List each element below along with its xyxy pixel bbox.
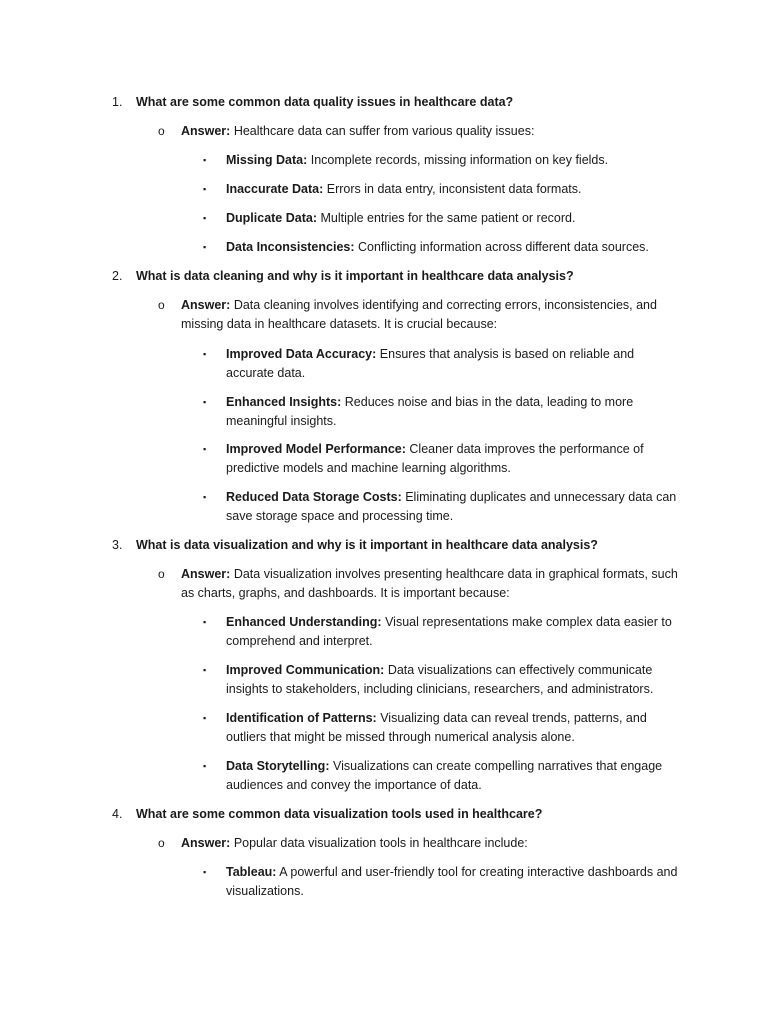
item-label: Enhanced Understanding: [226,615,382,629]
answer-body: Healthcare data can suffer from various quality issues: [233,124,535,138]
item-label: Duplicate Data: [226,211,317,225]
square-bullet-icon: ▪ [203,867,207,877]
question-text: What is data visualization and why is it important in healthcare data analysis? [136,538,598,552]
item-body: Reduces noise and bias in the data, leading to more meaningful insights. [226,395,634,428]
item-label: Improved Model Performance: [226,442,406,456]
list-item-text [226,709,681,747]
answer-text [181,122,681,141]
answer-body: Data cleaning involves identifying and correcting errors, inconsistencies, and missing data in healthcare datasets. It is crucial because: [181,298,657,331]
answer-text [181,296,681,334]
question-text: What are some common data visualization tools used in healthcare? [136,807,543,821]
question-text: What is data cleaning and why is it important in healthcare data analysis? [136,269,574,283]
answer-body: Data visualization involves presenting healthcare data in graphical formats, such as charts, graphs, and dashboards. It is important because: [181,567,678,600]
square-bullet-icon: ▪ [203,242,207,252]
list-item-text [226,209,681,228]
item-body: Eliminating duplicates and unnecessary data can save storage space and processing time. [226,490,677,523]
square-bullet-icon: ▪ [203,761,207,771]
item-body: Visualizations can create compelling narratives that engage audiences and convey the importance of data. [226,759,663,792]
item-body: Visual representations make complex data easier to comprehend and interpret. [226,615,672,648]
list-item-text [226,863,681,901]
list-item-text [226,488,681,526]
item-body: Visualizing data can reveal trends, patterns, and outliers that might be missed through numerical analysis alone. [226,711,647,744]
list-item-text [226,151,681,170]
answer-label: Answer: [181,836,231,850]
list-item-text [226,661,681,699]
square-bullet-icon: ▪ [203,184,207,194]
square-bullet-icon: ▪ [203,492,207,502]
square-bullet-icon: ▪ [203,397,207,407]
square-bullet-icon: ▪ [203,713,207,723]
list-item-text [226,757,681,795]
answer-bullet: o [158,567,165,581]
square-bullet-icon: ▪ [203,213,207,223]
item-label: Data Inconsistencies: [226,240,355,254]
answer-bullet: o [158,298,165,312]
square-bullet-icon: ▪ [203,665,207,675]
answer-text [181,834,681,853]
list-item-text [226,393,681,431]
item-label: Improved Communication: [226,663,385,677]
item-body: A powerful and user-friendly tool for creating interactive dashboards and visualizations. [226,865,678,898]
item-body: Errors in data entry, inconsistent data formats. [326,182,582,196]
item-label: Data Storytelling: [226,759,330,773]
answer-body: Popular data visualization tools in healthcare include: [233,836,528,850]
question-number: 3. [112,538,123,552]
list-item-text [226,180,681,199]
item-label: Inaccurate Data: [226,182,324,196]
item-body: Incomplete records, missing information on key fields. [310,153,609,167]
list-item-text [226,345,681,383]
list-item-text [226,238,681,257]
square-bullet-icon: ▪ [203,444,207,454]
item-body: Multiple entries for the same patient or record. [320,211,576,225]
item-label: Identification of Patterns: [226,711,377,725]
answer-bullet: o [158,836,165,850]
answer-label: Answer: [181,124,231,138]
item-body: Data visualizations can effectively communicate insights to stakeholders, including clinicians, researchers, and administrators. [226,663,654,696]
answer-label: Answer: [181,298,231,312]
item-label: Tableau: [226,865,277,879]
question-number: 4. [112,807,123,821]
item-label: Missing Data: [226,153,308,167]
question-number: 1. [112,95,123,109]
square-bullet-icon: ▪ [203,617,207,627]
list-item-text [226,613,681,651]
item-label: Enhanced Insights: [226,395,342,409]
answer-label: Answer: [181,567,231,581]
item-body: Cleaner data improves the performance of predictive models and machine learning algorithms. [226,442,644,475]
answer-bullet: o [158,124,165,138]
item-label: Improved Data Accuracy: [226,347,377,361]
list-item-text [226,440,681,478]
square-bullet-icon: ▪ [203,349,207,359]
item-body: Ensures that analysis is based on reliable and accurate data. [226,347,635,380]
question-text: What are some common data quality issues in healthcare data? [136,95,514,109]
item-body: Conflicting information across different data sources. [358,240,649,254]
square-bullet-icon: ▪ [203,155,207,165]
item-label: Reduced Data Storage Costs: [226,490,402,504]
question-number: 2. [112,269,123,283]
answer-text [181,565,681,603]
